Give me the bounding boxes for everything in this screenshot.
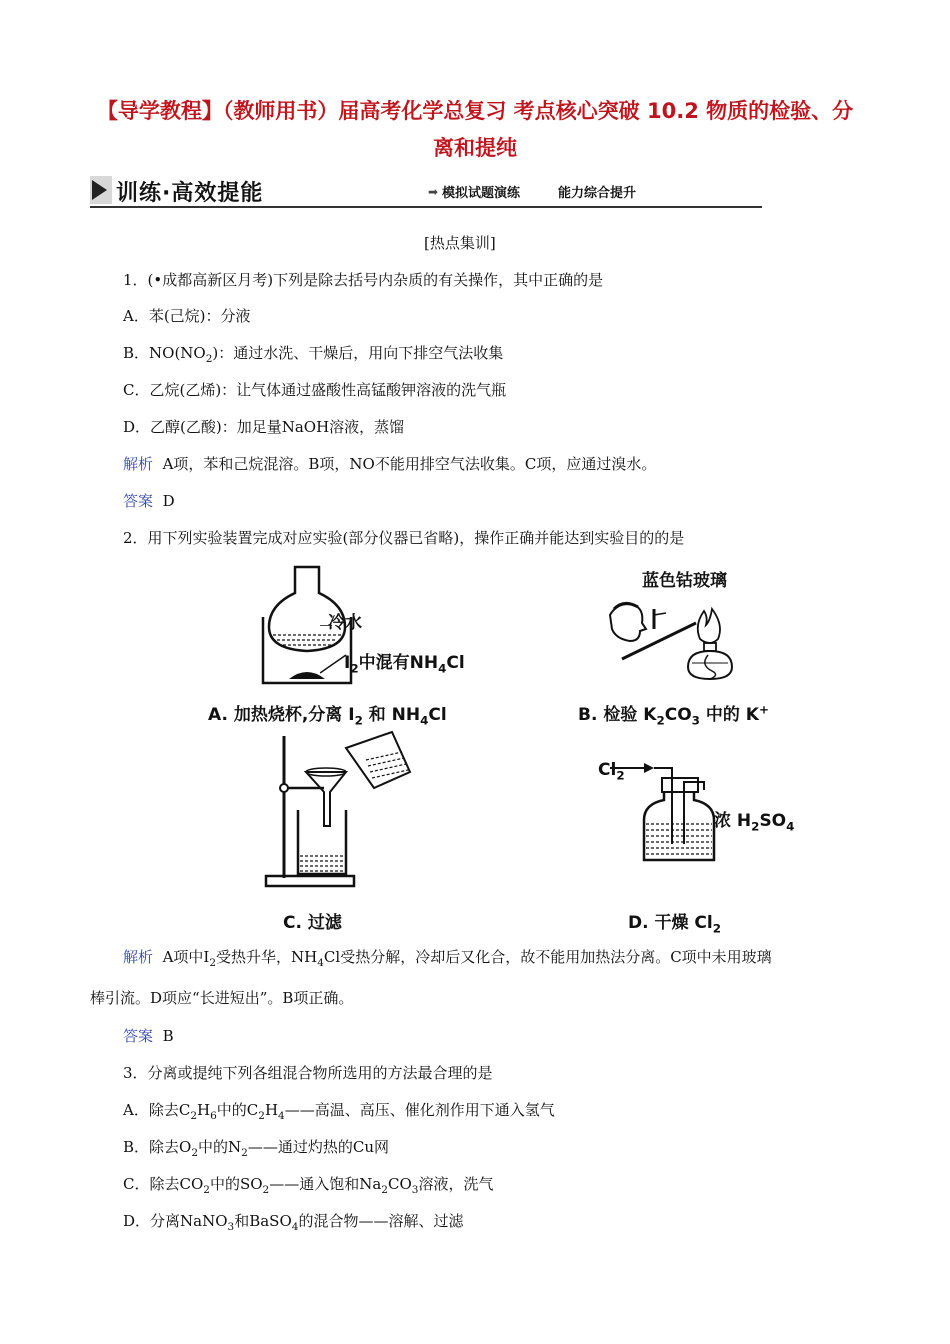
figure-a-pointer-lines <box>320 625 350 675</box>
figure-b-label: 蓝色钴玻璃 <box>642 571 727 591</box>
q1-answer: 答案 D <box>123 492 175 510</box>
q1-option-b: B．$NO(NO_2)$：通过水洗、干燥后，用向下排空气法收集 <box>123 344 504 365</box>
figure-c-apparatus <box>262 730 432 895</box>
q2-answer: 答案 B <box>123 1027 174 1045</box>
q1-analysis: 解析 A项，苯和己烷混溶。B项，NO不能用排空气法收集。C项，应通过溴水。 <box>123 455 657 473</box>
figure-d-label-acid: 浓 $H_2SO_4$ <box>714 811 795 834</box>
q3-option-a: A．除去$C_2H_6$中的$C_2H_4——$高温、高压、催化剂作用下通入氢气 <box>123 1101 555 1122</box>
banner-sub1: 模拟试题演练 <box>442 186 521 201</box>
figure-a-label-cold-water: 冷水 <box>328 613 362 633</box>
play-triangle-icon <box>92 180 107 200</box>
q3-option-d: D．分离NaNO$_3$和BaSO$_4$的混合物——溶解、过滤 <box>123 1212 464 1233</box>
q2-analysis-line1: 解析 A项中$I_2$受热升华，$NH_4Cl$受热分解，冷却后又化合，故不能用加热法分离。C项中未用玻璃 <box>123 948 772 969</box>
q1-option-c: C．乙烷(乙烯)：让气体通过盛酸性高锰酸钾溶液的洗气瓶 <box>123 381 507 399</box>
q3-option-c: C．除去$CO_2$中的$SO_2——$通入饱和$Na_2CO_3$溶液，洗气 <box>123 1175 494 1196</box>
figure-b-apparatus <box>600 595 750 695</box>
q2-analysis-line2: 棒引流。D项应“长进短出”。B项正确。 <box>90 989 354 1007</box>
section-banner <box>90 176 762 208</box>
q3-option-b: B．除去$O_2$中的$N_2——$通过灼热的Cu网 <box>123 1138 389 1159</box>
arrow-right-icon: ➡ <box>428 185 439 199</box>
q2-stem: 2．用下列实验装置完成对应实验(部分仪器已省略)，操作正确并能达到实验目的的是 <box>123 529 685 547</box>
figure-a-label-mixture: $I_2$中混有$NH_4Cl$ <box>344 653 465 676</box>
figure-c-caption: C. 过滤 <box>283 913 342 933</box>
figure-a-caption: A. 加热烧杯,分离 $I_2$ 和 $NH_4Cl$ <box>208 705 447 728</box>
banner-sub2: 能力综合提升 <box>558 186 637 201</box>
banner-heading: 训练·高效提能 <box>116 181 264 206</box>
figure-b-caption: B. 检验 $K_2CO_3$ 中的 K+ <box>578 702 769 728</box>
q1-option-d: D．乙醇(乙酸)：加足量NaOH溶液，蒸馏 <box>123 418 405 436</box>
document-title: 【导学教程】（教师用书）届高考化学总复习 考点核心突破 10.2 物质的检验、分离和提纯 <box>96 99 854 160</box>
q1-stem: 1．(•成都高新区月考)下列是除去括号内杂质的有关操作，其中正确的是 <box>123 271 604 289</box>
section-label: [热点集训] <box>424 234 496 252</box>
q3-stem: 3．分离或提纯下列各组混合物所选用的方法最合理的是 <box>123 1064 493 1082</box>
figure-d-label-cl2: $Cl_2$ <box>598 760 625 783</box>
q1-option-a: A．苯(己烷)：分液 <box>123 307 251 325</box>
figure-d-caption: D. 干燥 $Cl_2$ <box>628 913 721 936</box>
